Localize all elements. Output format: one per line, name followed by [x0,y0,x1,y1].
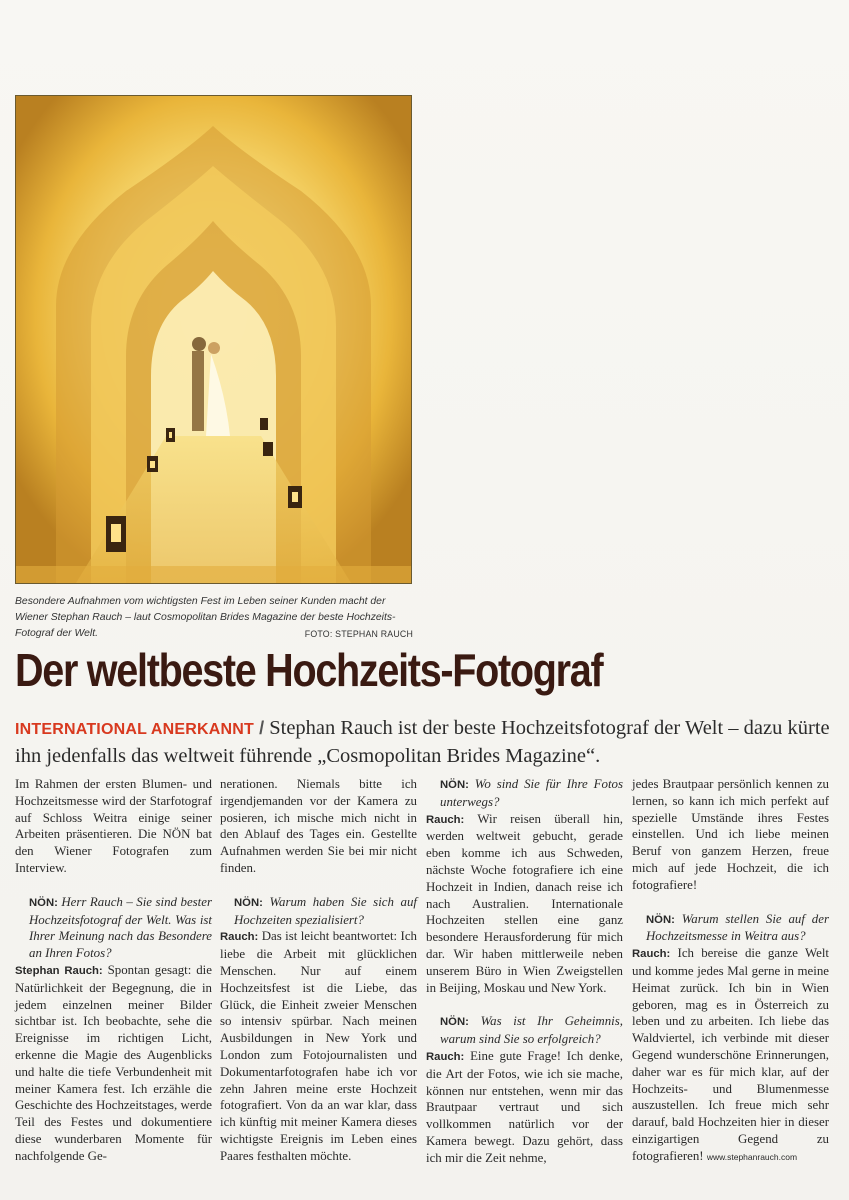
caption-text: Besondere Aufnahmen vom wichtigsten Fest im Leben seiner Kunden macht der Wiener Stephan Rauch – laut Cosmopolitan Brides Magazine der beste Hochzeits-Fotograf der Welt. [15,596,396,639]
headline: Der weltbeste Hochzeits-Fotograf [15,644,603,696]
lead-kicker: INTERNATIONAL ANERKANNT [15,721,254,738]
wedding-photo-arches-icon [16,96,411,583]
answer-1b: nerationen. Niemals bitte ich irgendjemanden vor der Kamera zu posieren, ich mische mich nicht in den Ablauf des Tages ein. Gestellte Aufnahmen werden Sie bei mir nicht finden. [220,777,417,875]
question-2: NÖN: Warum haben Sie sich auf Hochzeiten spezialisiert? [234,894,417,927]
photo-credit: FOTO: STEPHAN RAUCH [304,629,413,639]
column-4 [632,776,829,1166]
column-2 [220,776,417,1165]
website-url[interactable]: www.stephanrauch.com [706,1151,798,1162]
answer-5: Rauch: Ich bereise die ganze Welt und komme jedes Mal gerne in meine Heimat zurück. Ich bin in Wien geboren, mag es in Österreich zu leben und zu arbeiten. Ich liebe das Waldviertel, ich verbinde mit dieser Gegend wunderschöne Erinnerungen, daher war es für mich klar, auf der Hochzeits- und Blumenmesse auszustellen. Ich freue mich sehr darauf, bald Hochzeiten hier in dieser einzigartigen Gegend zu fotografieren! www.stephanrauch.com [632,946,829,1163]
question-5: NÖN: Warum stellen Sie auf der Hochzeitsmesse in Weitra aus? [646,911,829,944]
answer-3: Rauch: Wir reisen überall hin, werden weltweit gebucht, gerade eben komme ich aus Schweden, nächste Woche fotografiere ich eine Hochzeit in Indien, danach reise ich nach Australien. Internationale Hochzeiten stellen eine ganz besondere Herausforderung für mich dar. Wir haben mittlerweile neben unserem Büro in Wien Zweigstellen in Beijing, Moskau und New York. [426,811,623,995]
photo-caption [15,594,415,642]
lead-slash: / [259,718,265,738]
article-body [15,776,830,1176]
answer-4a: Rauch: Eine gute Frage! Ich denke, die Art der Fotos, wie ich sie mache, können nur entstehen, wenn mir das Brautpaar vertraut und sich vollkommen natürlich vor der Kamera bewegt. Dazu gehört, dass ich mir die Zeit nehme, [426,1048,623,1165]
column-3 [426,776,623,1167]
answer-1a: Stephan Rauch: Spontan gesagt: die Natürlichkeit der Begegnung, die in jedem einzelnen meiner Bilder sichtbar ist. Ich beobachte, sehe die Ereignisse im richtigen Licht, erkenne die Magie des Augenblicks und halte die tiefe Verbundenheit mit meiner Kamera fest. Ich erzähle die Geschichte des Hochzeitstages, werde Teil des Festes und dokumentiere diese wunderbaren Momente für nachfolgende Ge- [15,962,212,1163]
lead-paragraph [15,715,830,769]
lead-text: Stephan Rauch ist der beste Hochzeitsfotograf der Welt – dazu kürte ihn jedenfalls das weltweit führende „Cosmopolitan Brides Magazine“. [15,717,830,767]
answer-2: Rauch: Das ist leicht beantwortet: Ich liebe die Arbeit mit glücklichen Menschen. Nur auf einem Hochzeitsfest ist die Liebe, das Glück, die Einheit zweier Menschen so intensiv spürbar. Nach meinen Ausbildungen in New York und London zum Fotojournalisten und Dokumentarfotografen habe ich vor zehn Jahren meine erste Hochzeit fotografiert. Von da an war klar, dass ich künftig mit meiner Kamera dieses wichtigste Ereignis im Leben eines Paares festhalten möchte. [220,929,417,1163]
intro-paragraph: Im Rahmen der ersten Blumen- und Hochzeitsmesse wird der Starfotograf auf Schloss Weitra einige seiner Arbeiten präsentieren. Die NÖN bat den Wiener Fotografen zum Interview. [15,777,212,875]
wedding-photo [15,95,412,584]
answer-4b: jedes Brautpaar persönlich kennen zu lernen, so kann ich mich perfekt auf spezielle Umstände ihres Festes einstellen. Und ich liebe meinen Beruf von ganzem Herzen, freue mich auf jede Hochzeit, die ich fotografiere! [632,777,829,892]
column-1 [15,776,212,1165]
question-4: NÖN: Was ist Ihr Geheimnis, warum sind Sie so erfolgreich? [440,1014,623,1047]
question-1: NÖN: Herr Rauch – Sie sind bester Hochzeitsfotograf der Welt. Was ist Ihrer Meinung nach das Besondere an Ihren Fotos? [29,894,212,961]
question-3: NÖN: Wo sind Sie für Ihre Fotos unterwegs? [440,777,623,809]
